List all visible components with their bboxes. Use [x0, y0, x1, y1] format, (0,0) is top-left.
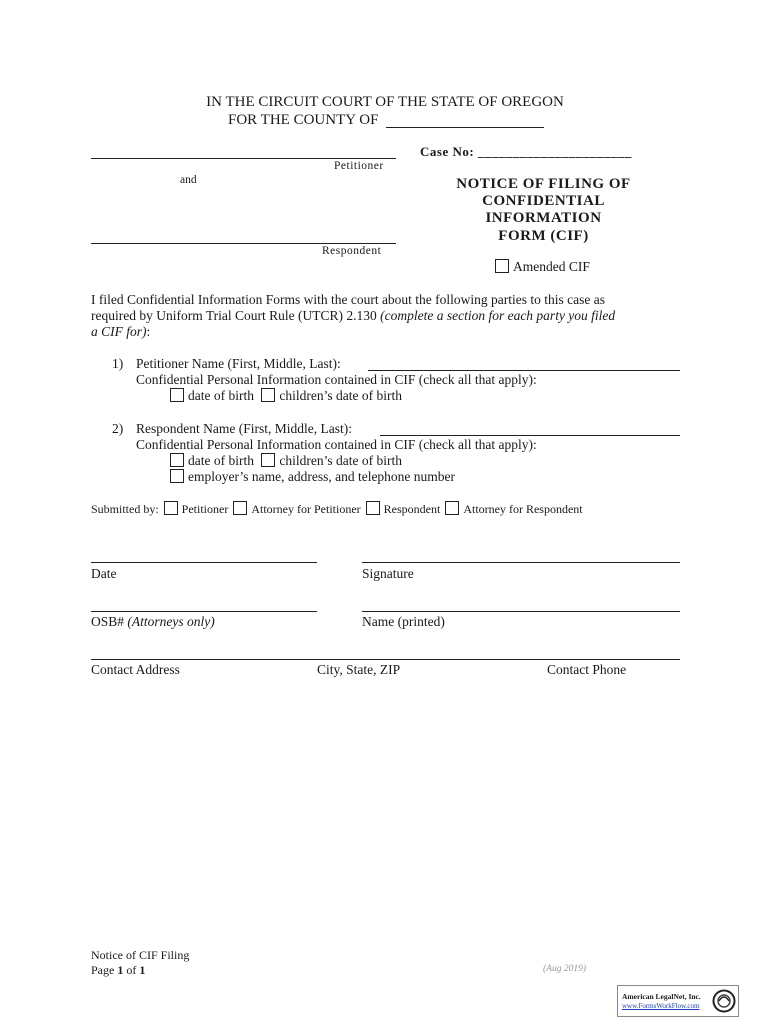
party2-employer-label: employer’s name, address, and telephone number — [188, 469, 456, 484]
submitted-by-row — [91, 501, 583, 517]
party1-dob-checkbox[interactable] — [170, 388, 184, 402]
party2-dob-label: date of birth — [188, 453, 254, 468]
party2-info-label: Confidential Personal Information contained in CIF (check all that apply): — [136, 437, 537, 452]
submitted-atty-respondent-checkbox[interactable] — [445, 501, 459, 515]
intro-line2: required by Uniform Trial Court Rule (UTCR) 2.130 (complete a section for each party you filed — [91, 308, 616, 323]
party2-name-line[interactable] — [380, 435, 680, 436]
party1-options — [170, 388, 402, 404]
amended-cif-label: Amended CIF — [513, 259, 590, 274]
city-state-zip-label: City, State, ZIP — [317, 662, 401, 677]
petitioner-line[interactable] — [91, 158, 396, 159]
form-title-line1: NOTICE OF FILING OF — [456, 176, 631, 192]
date-line[interactable] — [91, 562, 317, 563]
party2-options-row1 — [170, 453, 402, 469]
form-title-line2: CONFIDENTIAL — [482, 193, 605, 209]
intro-line1: I filed Confidential Information Forms with the court about the following parties to this case as — [91, 292, 606, 307]
footer-revision: (Aug 2019) — [543, 964, 587, 974]
party1-info-label: Confidential Personal Information contained in CIF (check all that apply): — [136, 372, 537, 387]
submitted-by-label: Submitted by: — [91, 502, 159, 516]
signature-line[interactable] — [362, 562, 680, 563]
submitted-atty-petitioner-checkbox[interactable] — [233, 501, 247, 515]
party1-dob-label: date of birth — [188, 388, 254, 403]
footer-form-name: Notice of CIF Filing — [91, 948, 190, 962]
respondent-line[interactable] — [91, 243, 396, 244]
contact-address-label: Contact Address — [91, 662, 180, 677]
county-heading: FOR THE COUNTY OF — [228, 112, 379, 128]
party1-child-dob-checkbox[interactable] — [261, 388, 275, 402]
osb-label: OSB# (Attorneys only) — [91, 614, 215, 629]
petitioner-label: Petitioner — [334, 160, 384, 172]
party2-child-dob-label: children’s date of birth — [279, 453, 402, 468]
amended-cif-checkbox[interactable] — [495, 259, 590, 275]
party2-options-row2 — [170, 469, 455, 485]
vendor-logo-icon — [712, 988, 736, 1014]
submitted-atty-petitioner-label: Attorney for Petitioner — [251, 502, 361, 516]
contact-line[interactable] — [91, 659, 680, 660]
checkbox-icon[interactable] — [495, 259, 509, 273]
vendor-badge — [617, 985, 739, 1017]
party2-child-dob-checkbox[interactable] — [261, 453, 275, 467]
form-title-line4: FORM (CIF) — [498, 228, 589, 244]
case-no-field[interactable]: Case No: ______________________ — [420, 144, 632, 159]
vendor-name: American LegalNet, Inc. — [622, 992, 701, 1001]
signature-label: Signature — [362, 566, 414, 581]
date-label: Date — [91, 566, 117, 581]
submitted-respondent-label: Respondent — [383, 502, 441, 516]
court-heading: IN THE CIRCUIT COURT OF THE STATE OF OREGON — [206, 94, 564, 110]
party2-name-label: Respondent Name (First, Middle, Last): — [136, 421, 352, 436]
footer-page-number: Page 1 of 1 — [91, 963, 146, 977]
osb-line[interactable] — [91, 611, 317, 612]
party2-employer-checkbox[interactable] — [170, 469, 184, 483]
party1-number: 1) — [112, 356, 124, 371]
respondent-label: Respondent — [322, 245, 382, 257]
party1-child-dob-label: children’s date of birth — [279, 388, 402, 403]
submitted-petitioner-checkbox[interactable] — [164, 501, 178, 515]
and-label: and — [180, 174, 197, 186]
intro-line3: a CIF for): — [91, 324, 151, 339]
party2-dob-checkbox[interactable] — [170, 453, 184, 467]
submitted-atty-respondent-label: Attorney for Respondent — [463, 502, 583, 516]
submitted-petitioner-label: Petitioner — [181, 502, 229, 516]
submitted-respondent-checkbox[interactable] — [366, 501, 380, 515]
party1-name-label: Petitioner Name (First, Middle, Last): — [136, 356, 341, 371]
vendor-link[interactable]: www.FormsWorkFlow.com — [622, 1002, 700, 1010]
form-title-line3: INFORMATION — [485, 210, 602, 226]
party1-name-line[interactable] — [368, 370, 680, 371]
contact-phone-label: Contact Phone — [547, 662, 627, 677]
party2-number: 2) — [112, 421, 124, 436]
name-printed-label: Name (printed) — [362, 614, 445, 629]
name-printed-line[interactable] — [362, 611, 680, 612]
county-line[interactable] — [386, 127, 544, 128]
